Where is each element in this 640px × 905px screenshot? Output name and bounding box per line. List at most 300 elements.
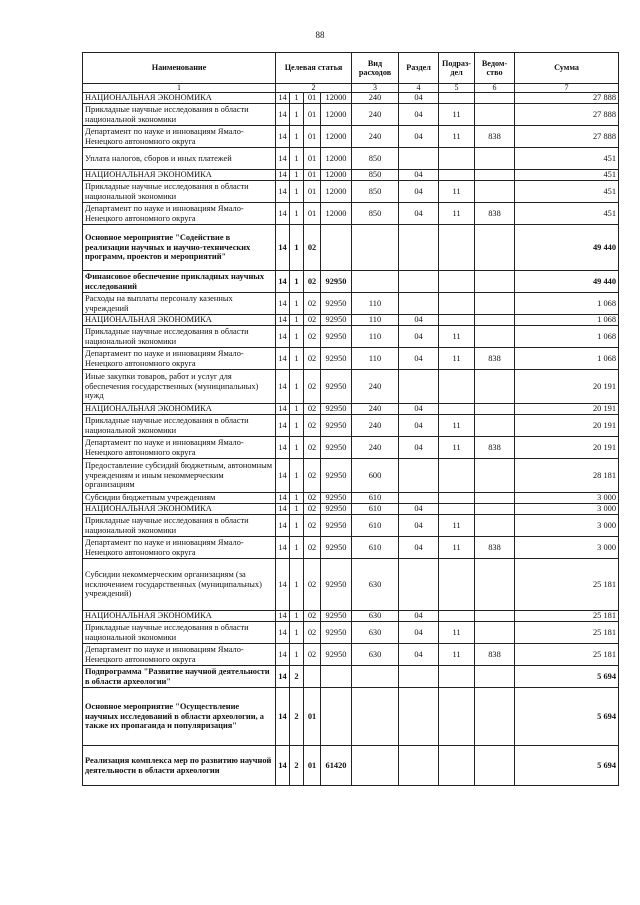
expense-kind: 110 (352, 326, 399, 348)
code-program: 14 (276, 370, 290, 404)
code-activity: 01 (304, 93, 321, 104)
table-row (83, 404, 619, 415)
row-name: Департамент по науке и инновациям Ямало-Ненецкого автономного округа (83, 644, 276, 666)
section-code (399, 370, 439, 404)
department-code (475, 104, 515, 126)
section-code: 04 (399, 404, 439, 415)
header-row (83, 53, 619, 84)
department-code (475, 225, 515, 271)
col-number: 4 (399, 84, 439, 93)
code-program: 14 (276, 293, 290, 315)
amount: 3 000 (515, 537, 619, 559)
department-code: 838 (475, 203, 515, 225)
table-row (83, 348, 619, 370)
table-row (83, 537, 619, 559)
department-code (475, 415, 515, 437)
subsection-code (439, 493, 475, 504)
table-body (83, 93, 619, 786)
section-code: 04 (399, 611, 439, 622)
code-program: 14 (276, 644, 290, 666)
code-direction: 92950 (321, 326, 352, 348)
code-program: 14 (276, 404, 290, 415)
amount: 27 888 (515, 126, 619, 148)
row-name: Департамент по науке и инновациям Ямало-Ненецкого автономного округа (83, 437, 276, 459)
row-name: Основное мероприятие "Осуществление научных исследований в области археологии, а также их пропаганда и популяризация" (83, 688, 276, 746)
expense-kind: 610 (352, 493, 399, 504)
amount: 5 694 (515, 666, 619, 688)
table-row (83, 293, 619, 315)
row-name: Основное мероприятие "Содействие в реализации научных и научно-технических программ, проектов и мероприятий" (83, 225, 276, 271)
code-activity: 01 (304, 181, 321, 203)
code-program: 14 (276, 611, 290, 622)
header-sum: Сумма (515, 53, 619, 84)
expense-kind: 630 (352, 644, 399, 666)
code-direction: 92950 (321, 315, 352, 326)
code-program: 14 (276, 537, 290, 559)
column-number-row (83, 84, 619, 93)
table-row (83, 459, 619, 493)
code-subprogram: 1 (290, 515, 304, 537)
subsection-code: 11 (439, 622, 475, 644)
subsection-code (439, 746, 475, 786)
department-code (475, 746, 515, 786)
table-row (83, 688, 619, 746)
subsection-code: 11 (439, 203, 475, 225)
code-direction: 92950 (321, 644, 352, 666)
code-activity: 01 (304, 688, 321, 746)
col-number: 7 (515, 84, 619, 93)
row-name: НАЦИОНАЛЬНАЯ ЭКОНОМИКА (83, 170, 276, 181)
department-code: 838 (475, 537, 515, 559)
section-code (399, 493, 439, 504)
section-code: 04 (399, 437, 439, 459)
row-name: Прикладные научные исследования в области национальной экономики (83, 104, 276, 126)
table-row (83, 622, 619, 644)
subsection-code (439, 271, 475, 293)
subsection-code (439, 559, 475, 611)
expense-kind: 110 (352, 315, 399, 326)
code-activity: 02 (304, 459, 321, 493)
expense-kind: 240 (352, 104, 399, 126)
code-program: 14 (276, 126, 290, 148)
code-program: 14 (276, 504, 290, 515)
row-name: НАЦИОНАЛЬНАЯ ЭКОНОМИКА (83, 315, 276, 326)
code-activity: 02 (304, 271, 321, 293)
code-direction (321, 666, 352, 688)
expense-kind (352, 688, 399, 746)
code-subprogram: 1 (290, 493, 304, 504)
subsection-code: 11 (439, 348, 475, 370)
code-direction: 92950 (321, 493, 352, 504)
expense-kind: 850 (352, 170, 399, 181)
code-subprogram: 1 (290, 622, 304, 644)
amount: 3 000 (515, 504, 619, 515)
department-code (475, 404, 515, 415)
code-subprogram: 1 (290, 126, 304, 148)
department-code (475, 493, 515, 504)
section-code: 04 (399, 326, 439, 348)
subsection-code (439, 148, 475, 170)
subsection-code (439, 370, 475, 404)
code-activity (304, 666, 321, 688)
row-name: Финансовое обеспечение прикладных научных исследований (83, 271, 276, 293)
department-code (475, 170, 515, 181)
row-name: Реализация комплекса мер по развитию научной деятельности в области археологии (83, 746, 276, 786)
row-name: Департамент по науке и инновациям Ямало-Ненецкого автономного округа (83, 348, 276, 370)
code-direction (321, 688, 352, 746)
section-code: 04 (399, 348, 439, 370)
department-code: 838 (475, 644, 515, 666)
code-subprogram: 1 (290, 93, 304, 104)
code-direction: 92950 (321, 437, 352, 459)
code-direction: 92950 (321, 504, 352, 515)
table-row (83, 104, 619, 126)
amount: 1 068 (515, 315, 619, 326)
amount: 451 (515, 148, 619, 170)
code-activity: 01 (304, 170, 321, 181)
code-program: 14 (276, 515, 290, 537)
table-row (83, 611, 619, 622)
amount: 5 694 (515, 688, 619, 746)
row-name: Субсидии некоммерческим организациям (за исключением государственных (муниципальных) учреждений) (83, 559, 276, 611)
table-row (83, 181, 619, 203)
code-program: 14 (276, 666, 290, 688)
code-subprogram: 1 (290, 315, 304, 326)
code-activity: 02 (304, 622, 321, 644)
code-direction: 92950 (321, 293, 352, 315)
section-code (399, 459, 439, 493)
code-subprogram: 1 (290, 148, 304, 170)
code-direction: 92950 (321, 537, 352, 559)
department-code (475, 271, 515, 293)
table-row (83, 504, 619, 515)
section-code: 04 (399, 644, 439, 666)
amount: 25 181 (515, 644, 619, 666)
code-subprogram: 1 (290, 203, 304, 225)
row-name: НАЦИОНАЛЬНАЯ ЭКОНОМИКА (83, 93, 276, 104)
subsection-code (439, 459, 475, 493)
subsection-code (439, 293, 475, 315)
code-subprogram: 1 (290, 437, 304, 459)
code-subprogram: 2 (290, 746, 304, 786)
subsection-code: 11 (439, 644, 475, 666)
expense-kind: 240 (352, 93, 399, 104)
code-subprogram: 1 (290, 293, 304, 315)
row-name: Прикладные научные исследования в области национальной экономики (83, 326, 276, 348)
row-name: Предоставление субсидий бюджетным, автономным учреждениям и иным некоммерческим организациям (83, 459, 276, 493)
code-activity: 02 (304, 415, 321, 437)
code-activity: 02 (304, 504, 321, 515)
code-direction: 12000 (321, 93, 352, 104)
code-direction: 92950 (321, 611, 352, 622)
code-activity: 02 (304, 326, 321, 348)
row-name: Расходы на выплаты персоналу казенных учреждений (83, 293, 276, 315)
code-activity: 01 (304, 104, 321, 126)
code-program: 14 (276, 315, 290, 326)
amount: 49 440 (515, 225, 619, 271)
code-activity: 01 (304, 148, 321, 170)
expense-kind: 110 (352, 348, 399, 370)
code-direction: 12000 (321, 104, 352, 126)
code-subprogram: 1 (290, 326, 304, 348)
code-program: 14 (276, 271, 290, 293)
col-number: 2 (276, 84, 352, 93)
section-code: 04 (399, 104, 439, 126)
expense-kind: 240 (352, 370, 399, 404)
col-number: 3 (352, 84, 399, 93)
code-program: 14 (276, 415, 290, 437)
code-subprogram: 1 (290, 415, 304, 437)
row-name: Департамент по науке и инновациям Ямало-Ненецкого автономного округа (83, 126, 276, 148)
row-name: Прикладные научные исследования в области национальной экономики (83, 181, 276, 203)
code-activity: 02 (304, 225, 321, 271)
col-number: 6 (475, 84, 515, 93)
code-direction: 12000 (321, 181, 352, 203)
section-code (399, 148, 439, 170)
header-kind: Вид расходов (352, 53, 399, 84)
expense-kind: 240 (352, 126, 399, 148)
table-row (83, 170, 619, 181)
amount: 451 (515, 203, 619, 225)
table-row (83, 415, 619, 437)
department-code (475, 459, 515, 493)
amount: 20 191 (515, 437, 619, 459)
subsection-code (439, 666, 475, 688)
row-name: Уплата налогов, сборов и иных платежей (83, 148, 276, 170)
expense-kind (352, 271, 399, 293)
expense-kind: 630 (352, 622, 399, 644)
section-code: 04 (399, 203, 439, 225)
subsection-code (439, 688, 475, 746)
expense-kind: 240 (352, 415, 399, 437)
expense-kind: 240 (352, 437, 399, 459)
subsection-code: 11 (439, 126, 475, 148)
amount: 3 000 (515, 493, 619, 504)
department-code: 838 (475, 348, 515, 370)
department-code (475, 148, 515, 170)
code-subprogram: 1 (290, 271, 304, 293)
code-program: 14 (276, 326, 290, 348)
code-activity: 02 (304, 370, 321, 404)
expense-kind: 610 (352, 537, 399, 559)
code-program: 14 (276, 225, 290, 271)
table-row (83, 666, 619, 688)
table-row (83, 437, 619, 459)
code-activity: 02 (304, 537, 321, 559)
department-code (475, 293, 515, 315)
department-code (475, 181, 515, 203)
table-row (83, 644, 619, 666)
code-activity: 01 (304, 203, 321, 225)
amount: 25 181 (515, 611, 619, 622)
expense-kind (352, 746, 399, 786)
code-program: 14 (276, 203, 290, 225)
code-program: 14 (276, 437, 290, 459)
amount: 451 (515, 181, 619, 203)
table-row (83, 370, 619, 404)
section-code (399, 666, 439, 688)
section-code: 04 (399, 537, 439, 559)
code-direction: 92950 (321, 515, 352, 537)
department-code (475, 559, 515, 611)
subsection-code (439, 504, 475, 515)
code-program: 14 (276, 688, 290, 746)
section-code: 04 (399, 515, 439, 537)
code-direction: 92950 (321, 559, 352, 611)
amount: 28 181 (515, 459, 619, 493)
code-activity: 02 (304, 437, 321, 459)
code-activity: 02 (304, 644, 321, 666)
department-code (475, 515, 515, 537)
subsection-code (439, 93, 475, 104)
amount: 27 888 (515, 93, 619, 104)
subsection-code: 11 (439, 104, 475, 126)
subsection-code: 11 (439, 515, 475, 537)
code-direction: 92950 (321, 415, 352, 437)
row-name: НАЦИОНАЛЬНАЯ ЭКОНОМИКА (83, 504, 276, 515)
code-activity: 02 (304, 315, 321, 326)
subsection-code: 11 (439, 181, 475, 203)
subsection-code: 11 (439, 437, 475, 459)
department-code (475, 688, 515, 746)
amount: 5 694 (515, 746, 619, 786)
amount: 451 (515, 170, 619, 181)
header-subsection: Подраз-дел (439, 53, 475, 84)
expense-kind: 110 (352, 293, 399, 315)
code-program: 14 (276, 622, 290, 644)
department-code (475, 622, 515, 644)
code-activity: 02 (304, 348, 321, 370)
col-number: 5 (439, 84, 475, 93)
amount: 20 191 (515, 415, 619, 437)
amount: 1 068 (515, 293, 619, 315)
code-direction: 92950 (321, 271, 352, 293)
code-program: 14 (276, 459, 290, 493)
code-direction: 92950 (321, 404, 352, 415)
subsection-code (439, 611, 475, 622)
amount: 20 191 (515, 370, 619, 404)
section-code: 04 (399, 415, 439, 437)
subsection-code: 11 (439, 415, 475, 437)
expense-kind: 630 (352, 611, 399, 622)
expense-kind (352, 225, 399, 271)
code-subprogram: 1 (290, 225, 304, 271)
section-code: 04 (399, 170, 439, 181)
expense-kind: 240 (352, 404, 399, 415)
section-code: 04 (399, 504, 439, 515)
code-subprogram: 1 (290, 459, 304, 493)
section-code: 04 (399, 181, 439, 203)
subsection-code (439, 404, 475, 415)
code-activity: 01 (304, 126, 321, 148)
table-row (83, 326, 619, 348)
table-row (83, 746, 619, 786)
code-subprogram: 1 (290, 170, 304, 181)
subsection-code (439, 315, 475, 326)
code-subprogram: 1 (290, 370, 304, 404)
code-program: 14 (276, 148, 290, 170)
code-direction: 12000 (321, 170, 352, 181)
expense-kind: 630 (352, 559, 399, 611)
row-name: Департамент по науке и инновациям Ямало-Ненецкого автономного округа (83, 203, 276, 225)
amount: 3 000 (515, 515, 619, 537)
section-code: 04 (399, 93, 439, 104)
code-program: 14 (276, 104, 290, 126)
code-subprogram: 1 (290, 404, 304, 415)
section-code: 04 (399, 622, 439, 644)
expense-kind: 850 (352, 148, 399, 170)
code-subprogram: 1 (290, 504, 304, 515)
amount: 1 068 (515, 348, 619, 370)
header-name: Наименование (83, 53, 276, 84)
subsection-code: 11 (439, 326, 475, 348)
code-program: 14 (276, 170, 290, 181)
department-code: 838 (475, 126, 515, 148)
row-name: НАЦИОНАЛЬНАЯ ЭКОНОМИКА (83, 404, 276, 415)
row-name: Департамент по науке и инновациям Ямало-Ненецкого автономного округа (83, 537, 276, 559)
col-number: 1 (83, 84, 276, 93)
table-row (83, 225, 619, 271)
code-direction: 12000 (321, 126, 352, 148)
expense-kind: 610 (352, 504, 399, 515)
department-code (475, 666, 515, 688)
section-code (399, 559, 439, 611)
row-name: Иные закупки товаров, работ и услуг для обеспечения государственных (муниципальных) нужд (83, 370, 276, 404)
code-direction (321, 225, 352, 271)
code-subprogram: 1 (290, 181, 304, 203)
code-subprogram: 1 (290, 611, 304, 622)
code-program: 14 (276, 181, 290, 203)
code-program: 14 (276, 93, 290, 104)
table-row (83, 515, 619, 537)
code-activity: 02 (304, 404, 321, 415)
code-activity: 02 (304, 515, 321, 537)
table-row (83, 271, 619, 293)
code-subprogram: 2 (290, 688, 304, 746)
row-name: Прикладные научные исследования в области национальной экономики (83, 622, 276, 644)
row-name: Прикладные научные исследования в области национальной экономики (83, 515, 276, 537)
department-code: 838 (475, 437, 515, 459)
department-code (475, 370, 515, 404)
code-program: 14 (276, 559, 290, 611)
code-subprogram: 1 (290, 104, 304, 126)
code-activity: 01 (304, 746, 321, 786)
amount: 49 440 (515, 271, 619, 293)
table-row (83, 93, 619, 104)
code-subprogram: 1 (290, 537, 304, 559)
expense-kind: 850 (352, 203, 399, 225)
section-code (399, 746, 439, 786)
code-activity: 02 (304, 493, 321, 504)
code-direction: 92950 (321, 459, 352, 493)
code-direction: 92950 (321, 622, 352, 644)
table-row (83, 126, 619, 148)
expense-kind (352, 666, 399, 688)
section-code (399, 225, 439, 271)
department-code (475, 611, 515, 622)
page-number: 88 (315, 30, 325, 40)
amount: 27 888 (515, 104, 619, 126)
subsection-code (439, 170, 475, 181)
amount: 25 181 (515, 559, 619, 611)
department-code (475, 326, 515, 348)
department-code (475, 93, 515, 104)
table-row (83, 148, 619, 170)
department-code (475, 315, 515, 326)
code-subprogram: 2 (290, 666, 304, 688)
code-direction: 12000 (321, 148, 352, 170)
code-subprogram: 1 (290, 559, 304, 611)
